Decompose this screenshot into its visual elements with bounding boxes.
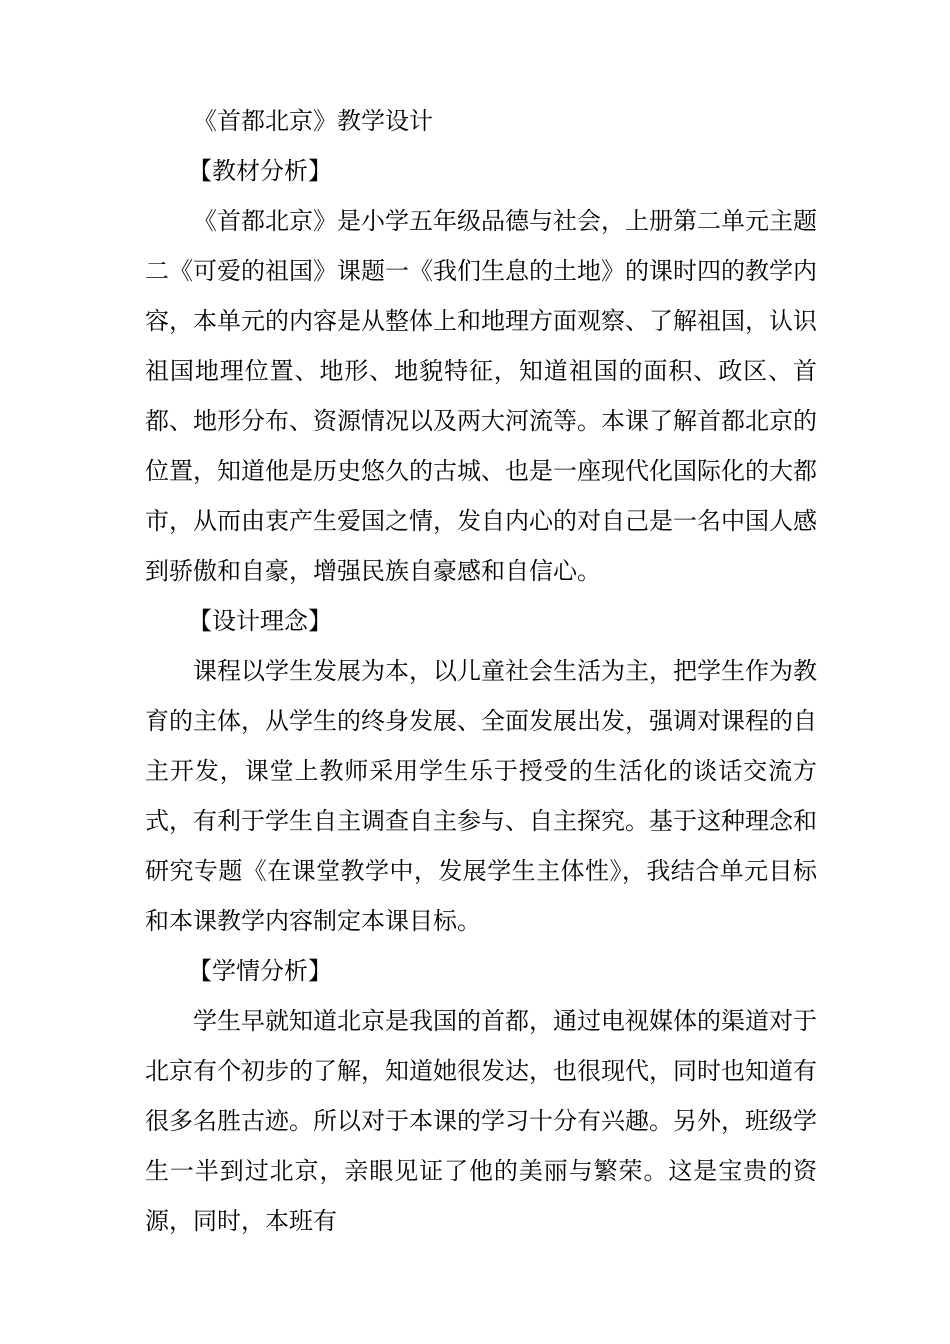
paragraph-text: 《首都北京》是小学五年级品德与社会，上册第二单元主题二《可爱的祖国》课题一《我们生息的土地》的课时四的教学内容，本单元的内容是从整体上和地理方面观察、了解祖国，认识祖国地理位置、地形、地貌特征，知道祖国的面积、政区、首都、地形分布、资源情况以及两大河流等。本课了解首都北京的位置，知道他是历史悠久的古城、也是一座现代化国际化的大都市，从而由衷产生爱国之情，发自内心的对自己是一名中国人感到骄傲和自豪，增强民族自豪感和自信心。 [145, 207, 817, 585]
section-heading-textbook-analysis: 【教材分析】 [188, 157, 332, 185]
paragraph-text: 学生早就知道北京是我国的首都，通过电视媒体的渠道对于北京有个初步的了解，知道她很发达，也很现代，同时也知道有很多名胜古迹。所以对于本课的学习十分有兴趣。另外，班级学生一半到过北京，亲眼见证了他的美丽与繁荣。这是宝贵的资源，同时，本班有 [145, 1007, 817, 1235]
section-paragraph-textbook-analysis [145, 196, 817, 596]
section-paragraph-student-analysis [145, 996, 817, 1246]
section-heading-design-concept: 【设计理念】 [188, 607, 332, 635]
section-heading-student-analysis: 【学情分析】 [188, 957, 332, 985]
section-paragraph-design-concept [145, 646, 817, 946]
document-title: 《首都北京》教学设计 [193, 107, 433, 135]
paragraph-text: 课程以学生发展为本，以儿童社会生活为主，把学生作为教育的主体，从学生的终身发展、全面发展出发，强调对课程的自主开发，课堂上教师采用学生乐于授受的生活化的谈话交流方式，有利于学生自主调查自主参与、自主探究。基于这种理念和研究专题《在课堂教学中，发展学生主体性》，我结合单元目标和本课教学内容制定本课目标。 [145, 657, 817, 935]
document-body [145, 96, 817, 1246]
